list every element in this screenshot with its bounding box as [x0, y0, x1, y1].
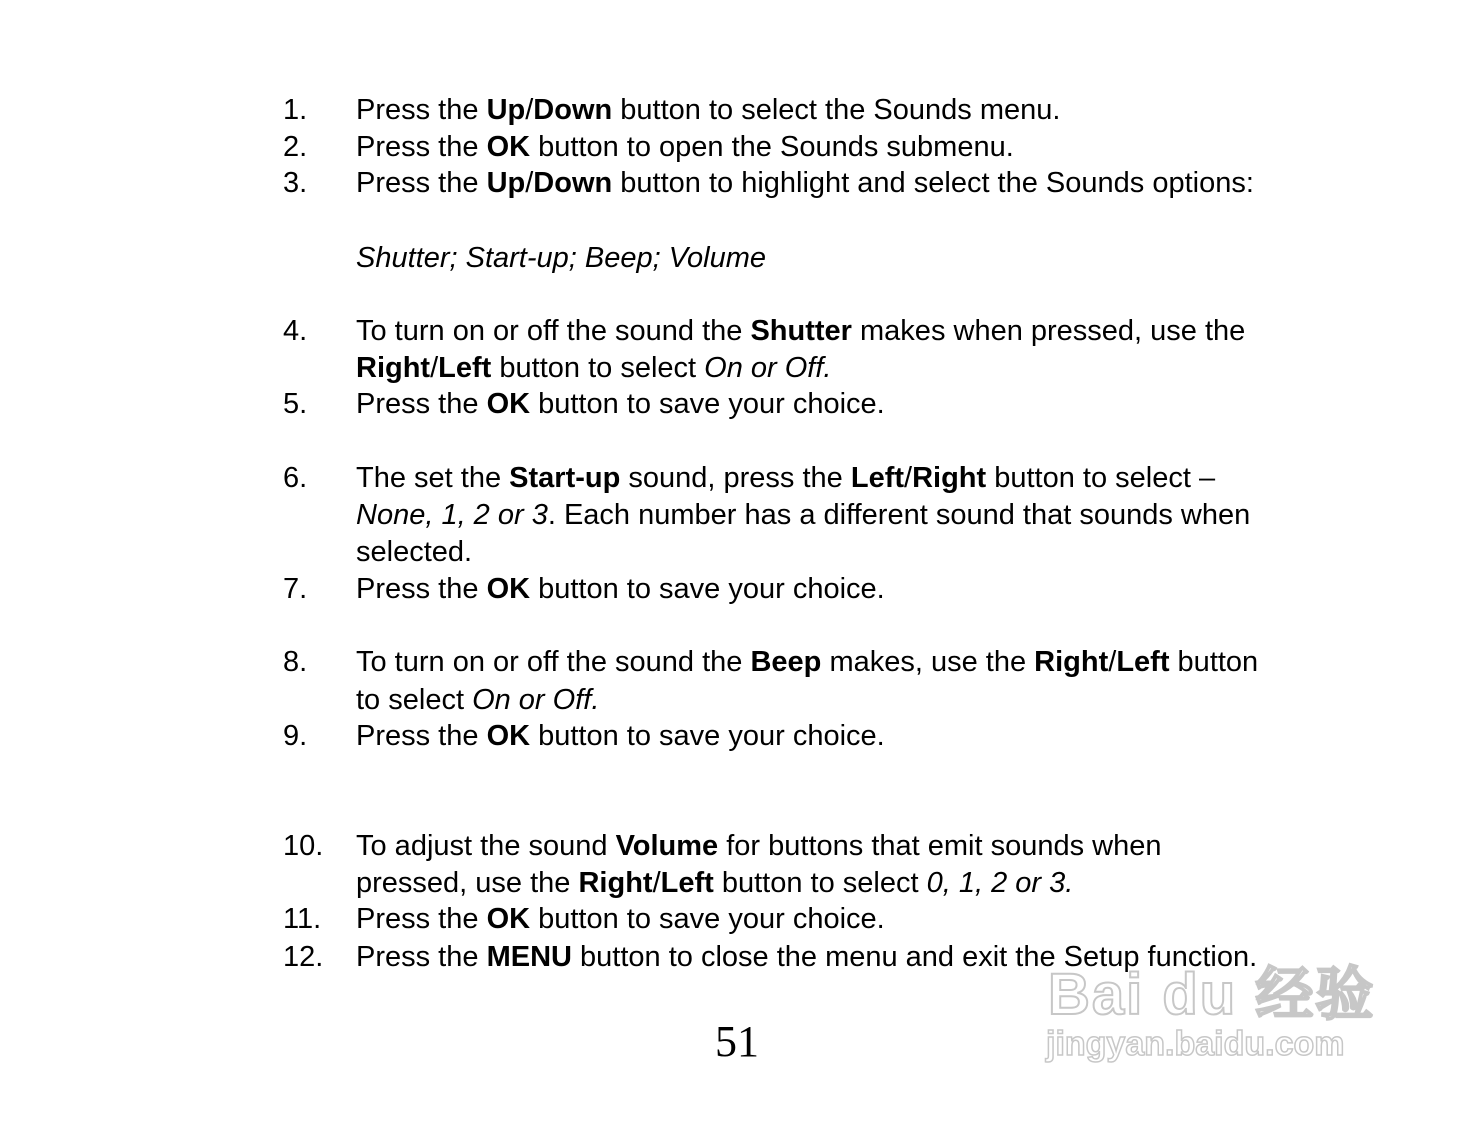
- italic-term: None, 1, 2 or 3: [356, 499, 548, 531]
- step-number: 10.: [283, 830, 324, 862]
- step-number: 12.: [283, 941, 324, 973]
- bold-term: OK: [486, 903, 531, 935]
- text-run: Press the: [356, 94, 487, 126]
- baidu-watermark: [1040, 905, 1390, 1075]
- step-text: [356, 313, 1245, 350]
- text-run: Press the: [356, 131, 487, 163]
- text-run: /: [1108, 646, 1117, 678]
- text-run: pressed, use the: [356, 867, 579, 899]
- text-run: for buttons that emit sounds when: [718, 830, 1162, 862]
- text-run: button to save your choice.: [530, 903, 885, 935]
- bold-term: OK: [486, 720, 531, 752]
- text-run: To adjust the sound: [356, 830, 616, 862]
- step-text: [356, 644, 1258, 681]
- step-text: [356, 460, 1215, 497]
- text-run: sound, press the: [620, 462, 851, 494]
- bold-term: OK: [486, 573, 531, 605]
- italic-term: Shutter; Start-up; Beep; Volume: [356, 242, 766, 274]
- text-run: to select: [356, 684, 473, 716]
- bold-term: Left: [1116, 646, 1170, 678]
- bold-term: Right: [912, 462, 987, 494]
- text-run: To turn on or off the sound the: [356, 315, 751, 347]
- bold-term: Right: [1034, 646, 1109, 678]
- bold-term: Left: [438, 352, 492, 384]
- text-run: The set the: [356, 462, 510, 494]
- bold-term: Shutter: [750, 315, 852, 347]
- step-text: [356, 682, 599, 719]
- italic-term: On or Off.: [472, 684, 600, 716]
- text-run: button to select: [713, 867, 927, 899]
- bold-term: Start-up: [509, 462, 621, 494]
- text-run: button to save your choice.: [530, 388, 885, 420]
- text-run: button to save your choice.: [530, 720, 885, 752]
- watermark-brand: Bai du 经验: [1048, 962, 1376, 1027]
- step-number: 4.: [283, 315, 308, 347]
- text-run: Press the: [356, 903, 487, 935]
- text-run: /: [430, 352, 439, 384]
- step-text: [356, 718, 885, 755]
- bold-term: Left: [660, 867, 714, 899]
- step-text: [356, 350, 831, 387]
- watermark-url: jingyan.baidu.com: [1046, 1025, 1345, 1063]
- text-run: button to select: [491, 352, 705, 384]
- text-run: Press the: [356, 388, 487, 420]
- text-run: /: [904, 462, 913, 494]
- text-run: button to select the Sounds menu.: [612, 94, 1061, 126]
- text-run: makes when pressed, use the: [851, 315, 1246, 347]
- step-number: 9.: [283, 720, 308, 752]
- italic-term: 0, 1, 2 or 3.: [926, 867, 1074, 899]
- text-run: button to highlight and select the Sounds options:: [612, 167, 1254, 199]
- text-run: Press the: [356, 941, 487, 973]
- bold-term: Up: [486, 167, 526, 199]
- step-text: [356, 865, 1073, 902]
- step-text: [356, 386, 885, 423]
- bold-term: Beep: [750, 646, 822, 678]
- step-number: 7.: [283, 573, 308, 605]
- step-text: [356, 129, 1014, 166]
- bold-term: Right: [356, 352, 431, 384]
- step-text: [356, 497, 1250, 534]
- text-run: button to open the Sounds submenu.: [530, 131, 1014, 163]
- step-text: [356, 240, 766, 277]
- text-run: button to close the menu and exit the Setup function.: [571, 941, 1258, 973]
- text-run: button: [1169, 646, 1259, 678]
- step-text: [356, 165, 1254, 202]
- step-number: 11.: [283, 903, 322, 935]
- step-text: [356, 901, 885, 938]
- bold-term: Right: [578, 867, 653, 899]
- step-text: [356, 534, 472, 571]
- step-number: 3.: [283, 167, 308, 199]
- text-run: Press the: [356, 573, 487, 605]
- bold-term: Up: [486, 94, 526, 126]
- text-run: To turn on or off the sound the: [356, 646, 751, 678]
- bold-term: MENU: [486, 941, 572, 973]
- step-text: [356, 828, 1161, 865]
- step-text: [356, 571, 885, 608]
- text-run: button to save your choice.: [530, 573, 885, 605]
- bold-term: Left: [850, 462, 905, 494]
- step-number: 1.: [283, 94, 308, 126]
- bold-term: OK: [486, 388, 531, 420]
- bold-term: Volume: [615, 830, 719, 862]
- text-run: . Each number has a different sound that sounds when: [547, 499, 1251, 531]
- page-number: 51: [715, 1017, 759, 1066]
- step-text: [356, 92, 1060, 129]
- text-run: selected.: [356, 536, 473, 568]
- text-run: button to select –: [986, 462, 1216, 494]
- text-run: Press the: [356, 720, 487, 752]
- text-run: /: [525, 167, 534, 199]
- step-number: 6.: [283, 462, 308, 494]
- step-number: 8.: [283, 646, 308, 678]
- bold-term: OK: [486, 131, 531, 163]
- text-run: makes, use the: [821, 646, 1035, 678]
- italic-term: On or Off.: [704, 352, 832, 384]
- bold-term: Down: [533, 167, 613, 199]
- step-number: 2.: [283, 131, 308, 163]
- step-number: 5.: [283, 388, 308, 420]
- text-run: /: [525, 94, 534, 126]
- text-run: /: [652, 867, 661, 899]
- text-run: Press the: [356, 167, 487, 199]
- bold-term: Down: [533, 94, 613, 126]
